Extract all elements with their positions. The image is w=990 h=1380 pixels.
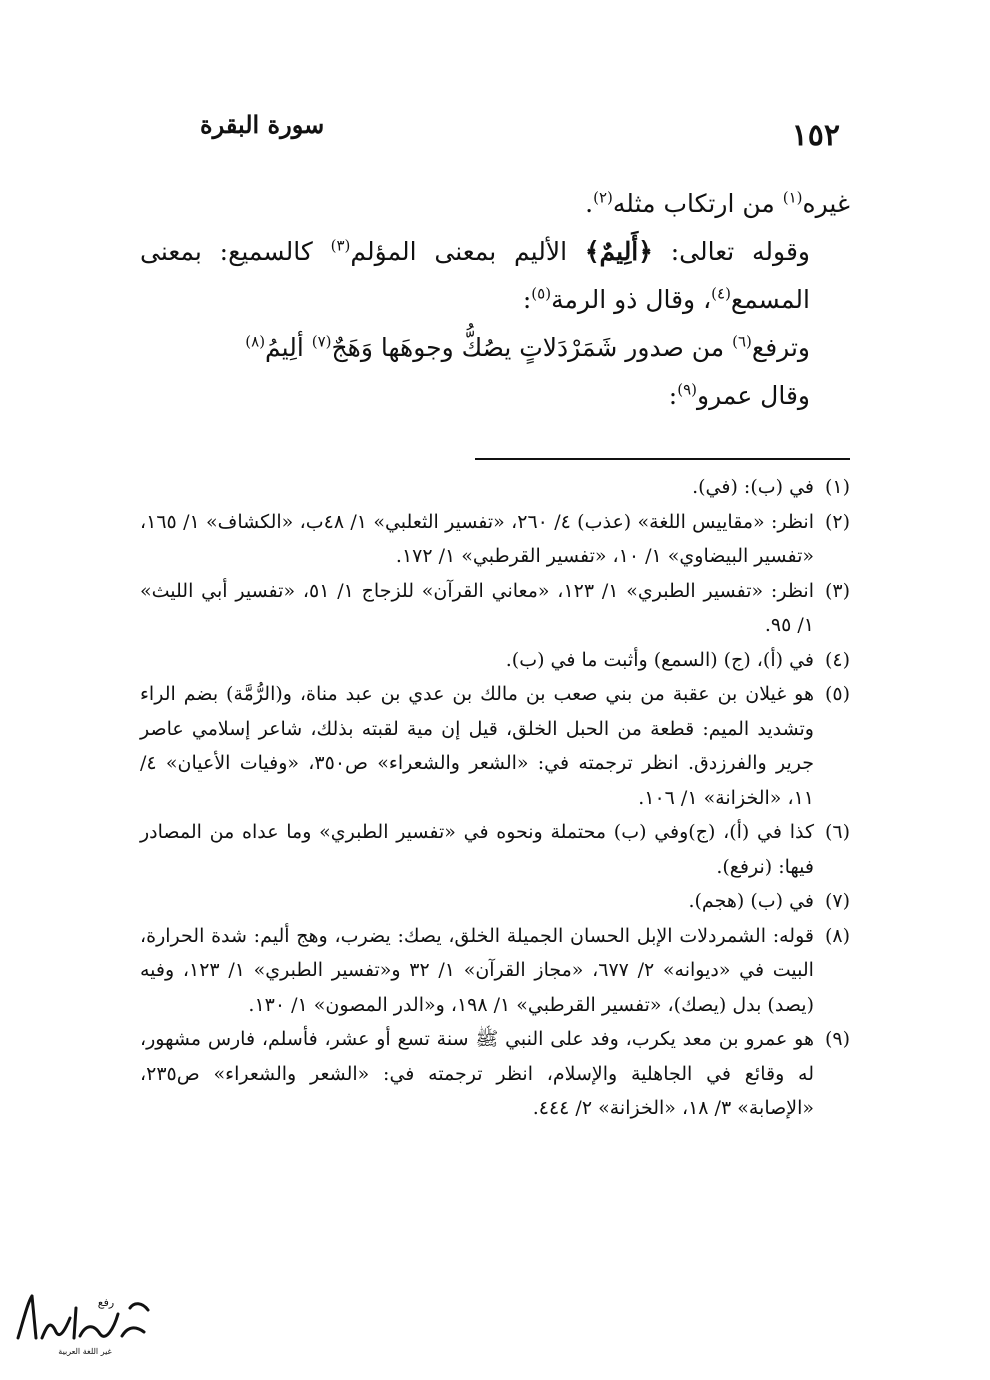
- footnote-number: (١): [824, 476, 850, 498]
- footnote-ref-4[interactable]: (٤): [711, 284, 731, 303]
- footnote-number: (٤): [824, 648, 850, 671]
- footnote-text: هو عمرو بن معد يكرب، وفد على النبي ﷺ سنة تسع أو عشر، فأسلم، فارس مشهور، له وقائع في الجاهلية والإسلام، انظر ترجمته في: «الشعر والشعراء» ص٢٣٥، «الإصابة» ٣/ ١٨، «الخزانة» ٢/ ٤٤٤.: [140, 1028, 814, 1119]
- publisher-logo: [10, 1288, 160, 1358]
- text-segment: :: [668, 381, 678, 410]
- footnote-ref-8[interactable]: (٨): [245, 332, 266, 351]
- verse-part: وترفع: [751, 333, 810, 362]
- text-segment: الأليم بمعنى المؤلم: [350, 237, 585, 266]
- footnote-text: انظر: «مقاييس اللغة» (عذب) ٤/ ٢٦٠، «تفسير الثعلبي» ١/ ٤٨ب، «الكشاف» ١/ ١٦٥، «تفسير البيضاوي» ١/ ١٠، «تفسير القرطبي» ١/ ١٧٢.: [140, 510, 814, 567]
- body-line-last: [140, 372, 850, 420]
- footnote-ref-9[interactable]: (٩): [677, 380, 697, 399]
- footnote: [140, 505, 850, 574]
- text-segment: ، وقال ذو الرمة: [551, 285, 712, 314]
- text-segment: كالسميع: بمعنى المسمع: [140, 237, 810, 314]
- text-segment: من ارتكاب مثله: [612, 189, 783, 218]
- page-number: ١٥٢: [791, 118, 840, 153]
- footnote-text: كذا في (أ)، (ج)وفي (ب) محتملة ونحوه في «تفسير الطبري» وما عداه من المصادر فيها: (نرفع).: [140, 821, 814, 878]
- text-segment: وقال عمرو: [697, 381, 810, 410]
- footnote-number: (٦): [824, 821, 850, 843]
- running-title: سورة البقرة: [200, 110, 325, 139]
- verse-part: من صدور شَمَرْدَلاتٍ يصُكُّ وجوهَها وَهَجٌ: [331, 333, 733, 362]
- text-segment: :: [522, 285, 532, 314]
- text-segment: غيره: [802, 189, 850, 218]
- footnote-number: (٨): [824, 924, 850, 947]
- footnote: [140, 643, 850, 678]
- footnote-number: (٩): [824, 1028, 850, 1050]
- poetry-verse: [140, 324, 850, 372]
- body-paragraph-2: [140, 228, 850, 324]
- footnote-ref-2[interactable]: (٢): [593, 188, 613, 207]
- footnote-divider: [475, 458, 850, 460]
- calligraphy-logo-icon: [10, 1288, 160, 1358]
- main-text: [140, 180, 850, 420]
- footnote-text: في (أ)، (ج) (السمع) وأثبت ما في (ب).: [505, 648, 814, 671]
- quran-quote: ﴿أَلِيمٌ﴾: [584, 237, 653, 266]
- footnote-ref-3[interactable]: (٣): [330, 236, 351, 255]
- footnote-text: في (ب) (هجم).: [688, 890, 814, 912]
- footnote-ref-6[interactable]: (٦): [732, 332, 752, 351]
- footnote-number: (٢): [824, 510, 850, 533]
- logo-small-top-text: رفع: [97, 1296, 115, 1309]
- footnotes: [140, 470, 850, 1126]
- body-line-1: [140, 180, 850, 228]
- footnote-text: هو غيلان بن عقبة من بني صعب بن مالك بن عدي بن عبد مناة، و(الرُّمَّة) بضم الراء وتشديد الميم: قطعة من الحبل الخلق، قيل إن مية لقبته بذلك، شاعر إسلامي عاصر جرير والفرزدق. انظر ترجمته في: «الشعر والشعراء» ص٣٥٠، «وفيات الأعيان» ٤/ ١١، «الخزانة» ١/ ١٠٦.: [140, 683, 814, 809]
- footnote: [140, 919, 850, 1023]
- verse-part: ألِيمُ: [265, 333, 312, 362]
- footnote-text: في (ب): (في).: [692, 476, 814, 498]
- footnote: [140, 884, 850, 919]
- footnote: [140, 677, 850, 815]
- footnote-text: قوله: الشمردلات الإبل الحسان الجميلة الخلق، يصك: يضرب، وهج أليم: شدة الحرارة، البيت في «ديوانه» ٢/ ٦٧٧، «مجاز القرآن» ١/ ٣٢ و«تفسير الطبري» ١/ ١٢٣، وفيه (يصد) بدل (يصك)، «تفسير القرطبي» ١/ ١٩٨، و«الدر المصون» ١/ ١٣٠.: [140, 924, 814, 1016]
- footnote-number: (٥): [824, 683, 850, 705]
- footnote-number: (٧): [824, 890, 850, 912]
- footnote: [140, 815, 850, 884]
- footnote-text: انظر: «تفسير الطبري» ١/ ١٢٣، «معاني القرآن» للزجاج ١/ ٥١، «تفسير أبي الليث» ١/ ٩٥.: [140, 579, 814, 636]
- text-segment: وقوله تعالى:: [652, 237, 810, 266]
- footnote: [140, 574, 850, 643]
- footnote: [140, 470, 850, 505]
- footnote-ref-7[interactable]: (٧): [311, 332, 332, 351]
- logo-small-bottom-text: غير اللغة العربية: [58, 1347, 112, 1356]
- footnote-ref-1[interactable]: (١): [782, 188, 803, 207]
- footnote: [140, 1022, 850, 1126]
- footnote-ref-5[interactable]: (٥): [531, 284, 552, 303]
- text-segment: .: [585, 189, 594, 218]
- footnote-number: (٣): [824, 579, 850, 602]
